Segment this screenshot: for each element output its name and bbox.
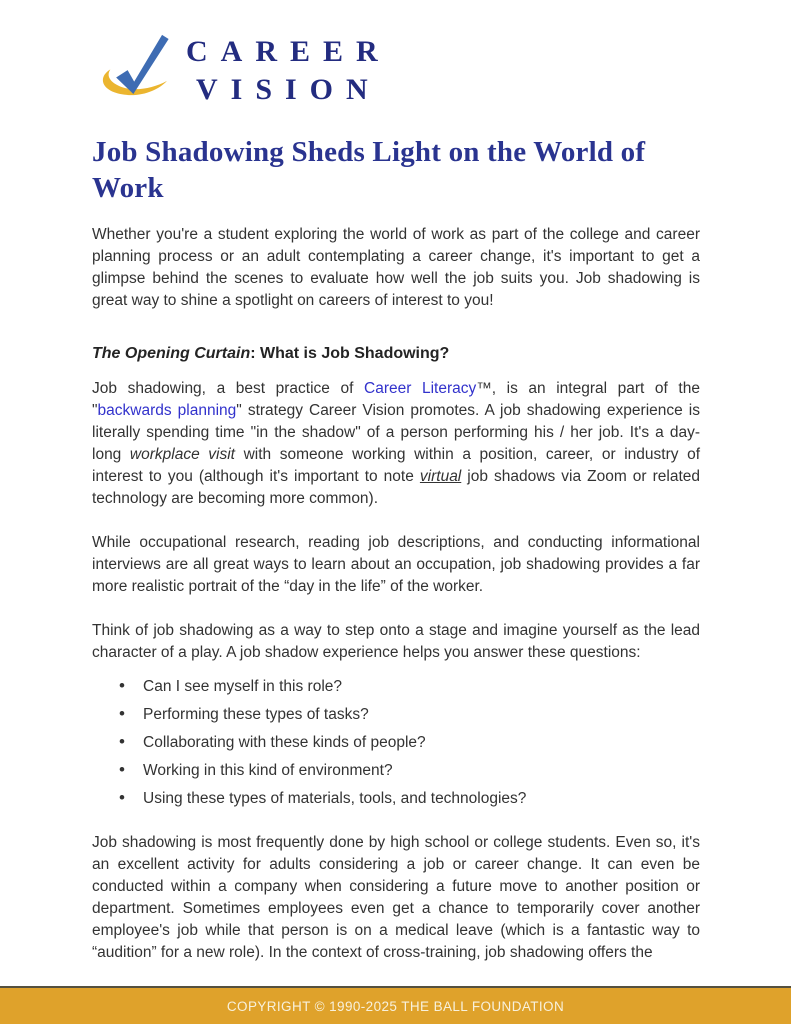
list-item: • Using these types of materials, tools, and technologies? — [92, 788, 700, 810]
logo-word-career: CAREER — [186, 35, 391, 68]
list-item: • Performing these types of tasks? — [92, 704, 700, 726]
logo-word-vision: VISION — [195, 73, 381, 106]
career-vision-logo — [94, 30, 700, 112]
text-segment: The Opening Curtain — [92, 345, 251, 362]
section-heading — [92, 344, 700, 364]
list-item: • Collaborating with these kinds of people? — [92, 732, 700, 754]
text-segment: ™, is an integral part of the " — [92, 380, 700, 419]
footer-bar — [0, 986, 791, 1024]
text-segment: Job shadowing, a best practice of — [92, 380, 364, 397]
text-segment: " strategy Career Vision promotes. A job shadowing experience is literally spending time "in the shadow" of a person performing his / her job. It's a day-long — [92, 402, 700, 463]
inline-link[interactable]: backwards planning — [97, 402, 237, 419]
list-item: • Working in this kind of environment? — [92, 760, 700, 782]
question-bullet-list — [92, 676, 700, 810]
copyright-text: COPYRIGHT © 1990-2025 THE BALL FOUNDATION — [226, 998, 565, 1014]
logo-wordmark — [186, 33, 391, 109]
paragraph-step-onto-stage: Think of job shadowing as a way to step onto a stage and imagine yourself as the lead character of a play. A job shadow experience helps you answer these questions: — [92, 622, 700, 661]
paragraph-who-does-job-shadowing: Job shadowing is most frequently done by high school or college students. Even so, it's an excellent activity for adults considering a job or career change. It can even be conducted within a company when considering a future move to another position or department. Sometimes employees even get a chance to temporarily cover another employee's job while that person is on a medical leave (which is a fantastic way to “audition” for a new role). In the context of cross-training, job shadowing offers the — [92, 834, 700, 961]
page-title: Job Shadowing Sheds Light on the World of Work — [92, 136, 646, 204]
inline-link[interactable]: Career Literacy — [364, 380, 477, 397]
text-segment: : What is Job Shadowing? — [250, 345, 450, 362]
paragraph-occupational-research: While occupational research, reading job descriptions, and conducting informational interviews are all great ways to learn about an occupation, job shadowing provides a far more realistic portrait of the “day in the life” of the worker. — [92, 534, 700, 595]
list-item: • Can I see myself in this role? — [92, 676, 700, 698]
checkmark-swoosh-icon — [94, 30, 176, 112]
text-segment: virtual — [419, 468, 462, 485]
text-segment: workplace visit — [129, 446, 235, 463]
text-segment: job shadows via Zoom or related technology are becoming more common). — [92, 468, 700, 507]
intro-paragraph: Whether you're a student exploring the world of work as part of the college and career planning process or an adult contemplating a career change, it's important to get a glimpse behind the scenes to evaluate how well the job suits you. Job shadowing is great way to shine a spotlight on careers of interest to you! — [92, 226, 700, 309]
text-segment: with someone working within a position, career, or industry of interest to you (although it's important to note — [92, 446, 700, 485]
paragraph-what-is-job-shadowing — [92, 378, 700, 510]
